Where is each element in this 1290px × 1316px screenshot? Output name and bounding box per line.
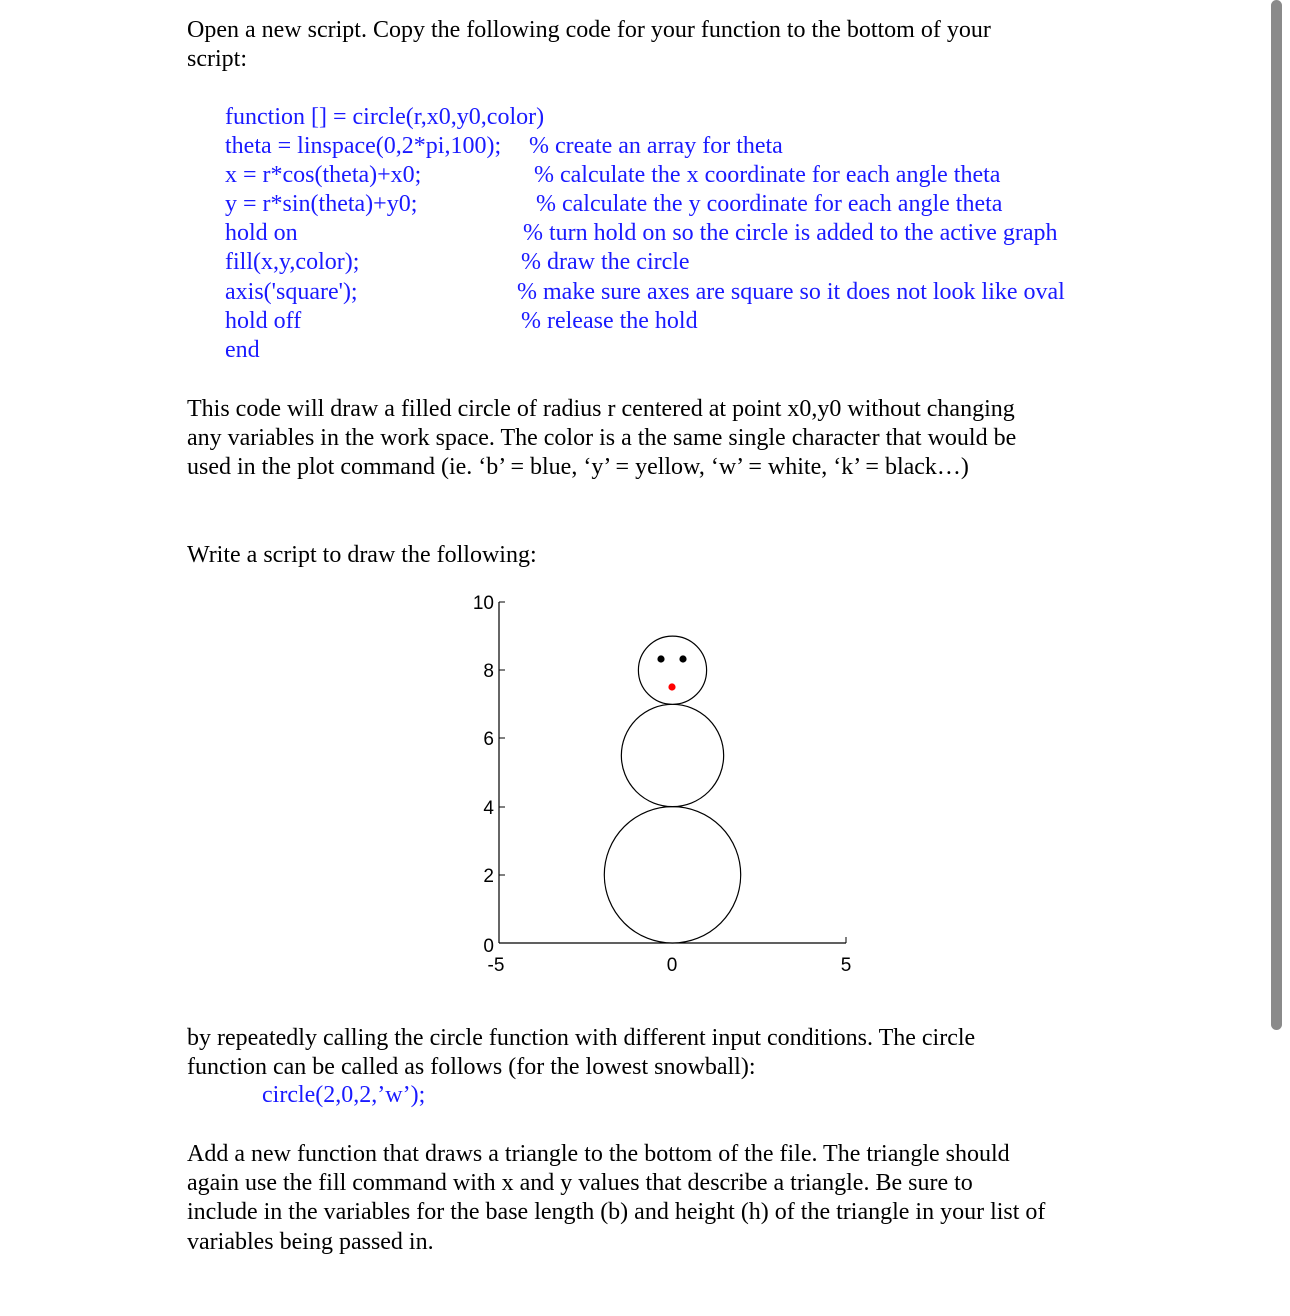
middle-snowball bbox=[621, 704, 723, 806]
task-instruction: Write a script to draw the following: bbox=[187, 542, 537, 568]
usage-code-example: circle(2,0,2,’w’); bbox=[262, 1082, 426, 1108]
final-line-1: Add a new function that draws a triangle to the bottom of the file. The triangle should bbox=[187, 1141, 1010, 1167]
bottom-snowball bbox=[604, 807, 740, 943]
left-eye bbox=[657, 655, 664, 662]
final-line-3: include in the variables for the base length (b) and height (h) of the triangle in your list of bbox=[187, 1199, 1046, 1225]
y-tick-label-4: 4 bbox=[483, 798, 494, 819]
x-tick-label-neg5: -5 bbox=[487, 955, 505, 976]
x-tick-label-5: 5 bbox=[840, 955, 852, 976]
code-comment-3: % calculate the x coordinate for each angle theta bbox=[534, 162, 1001, 188]
usage-line-2: function can be called as follows (for the lowest snowball): bbox=[187, 1054, 756, 1080]
final-line-4: variables being passed in. bbox=[187, 1229, 434, 1255]
intro-line-1: Open a new script. Copy the following code for your function to the bottom of your bbox=[187, 17, 991, 43]
explain-line-3: used in the plot command (ie. ‘b’ = blue, ‘y’ = yellow, ‘w’ = white, ‘k’ = black…) bbox=[187, 454, 969, 480]
head-snowball bbox=[638, 636, 706, 704]
code-line-5: hold on bbox=[225, 220, 298, 246]
usage-line-1: by repeatedly calling the circle function with different input conditions. The circle bbox=[187, 1025, 976, 1051]
code-line-3: x = r*cos(theta)+x0; bbox=[225, 162, 422, 188]
nose bbox=[668, 683, 675, 690]
code-comment-6: % draw the circle bbox=[521, 249, 690, 275]
final-line-2: again use the fill command with x and y values that describe a triangle. Be sure to bbox=[187, 1170, 973, 1196]
code-line-1: function [] = circle(r,x0,y0,color) bbox=[225, 104, 545, 130]
snowman-figure bbox=[440, 580, 880, 980]
y-tick-label-8: 8 bbox=[483, 661, 494, 682]
code-comment-5: % turn hold on so the circle is added to the active graph bbox=[523, 220, 1058, 246]
explain-line-2: any variables in the work space. The color is a the same single character that would be bbox=[187, 425, 1017, 451]
code-line-4: y = r*sin(theta)+y0; bbox=[225, 191, 418, 217]
code-line-9: end bbox=[225, 337, 260, 363]
code-line-6: fill(x,y,color); bbox=[225, 249, 360, 275]
y-tick-label-10: 10 bbox=[472, 593, 494, 614]
code-comment-7: % make sure axes are square so it does not look like oval bbox=[517, 279, 1065, 305]
y-ticks bbox=[499, 602, 505, 875]
y-tick-label-6: 6 bbox=[483, 729, 494, 750]
y-tick-label-2: 2 bbox=[483, 866, 494, 887]
vertical-scrollbar[interactable] bbox=[1271, 0, 1282, 1030]
code-comment-2: % create an array for theta bbox=[529, 133, 783, 159]
right-eye bbox=[679, 655, 686, 662]
intro-line-2: script: bbox=[187, 46, 247, 72]
code-line-7: axis('square'); bbox=[225, 279, 358, 305]
code-comment-8: % release the hold bbox=[521, 308, 698, 334]
x-tick-label-0: 0 bbox=[666, 955, 678, 976]
code-comment-4: % calculate the y coordinate for each angle theta bbox=[536, 191, 1003, 217]
code-line-8: hold off bbox=[225, 308, 302, 334]
code-line-2: theta = linspace(0,2*pi,100); bbox=[225, 133, 502, 159]
y-tick-label-0: 0 bbox=[483, 936, 494, 957]
explain-line-1: This code will draw a filled circle of radius r centered at point x0,y0 without changing bbox=[187, 396, 1015, 422]
